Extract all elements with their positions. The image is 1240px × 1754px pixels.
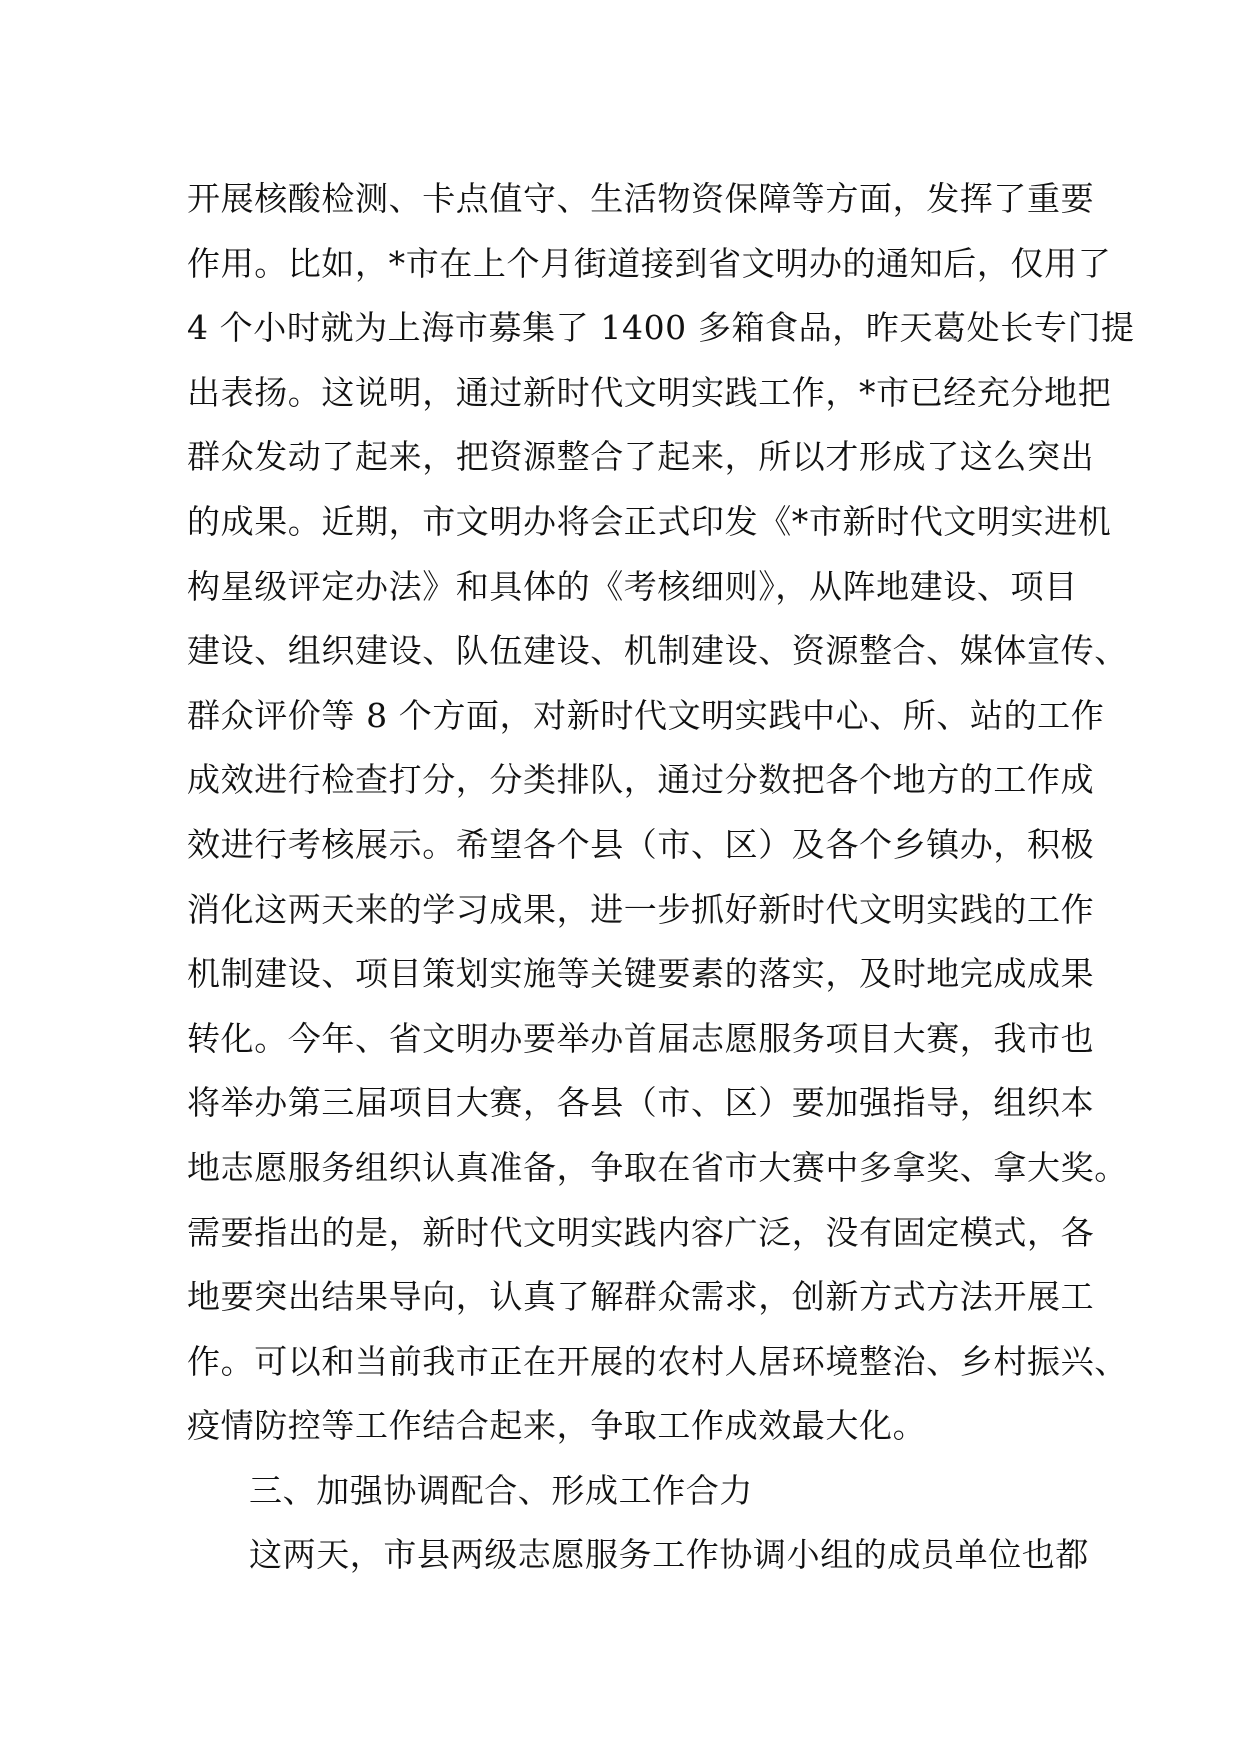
text-line: 转化。今年、省文明办要举办首届志愿服务项目大赛，我市也 [187, 1018, 1095, 1058]
text-line: 的成果。近期，市文明办将会正式印发《*市新时代文明实进机 [187, 501, 1112, 541]
text-line: 建设、组织建设、队伍建设、机制建设、资源整合、媒体宣传、 [187, 631, 1128, 671]
text-line: 成效进行检查打分，分类排队，通过分数把各个地方的工作成 [187, 760, 1095, 800]
text-line: 需要指出的是，新时代文明实践内容广泛，没有固定模式，各 [187, 1212, 1095, 1252]
text-line: 效进行考核展示。希望各个县（市、区）及各个乡镇办，积极 [187, 824, 1095, 864]
text-line: 疫情防控等工作结合起来，争取工作成效最大化。 [187, 1406, 927, 1446]
text-line: 开展核酸检测、卡点值守、生活物资保障等方面，发挥了重要 [187, 179, 1095, 218]
text-line: 地志愿服务组织认真准备，争取在省市大赛中多拿奖、拿大奖。 [187, 1147, 1128, 1187]
text-line: 作。可以和当前我市正在开展的农村人居环境整治、乡村振兴、 [187, 1341, 1128, 1381]
text-line: 作用。比如，*市在上个月街道接到省文明办的通知后，仅用了 [187, 243, 1112, 283]
text-line: 地要突出结果导向，认真了解群众需求，创新方式方法开展工 [187, 1277, 1095, 1317]
text-line: 4 个小时就为上海市募集了 1400 多箱食品，昨天葛处长专门提 [187, 308, 1135, 348]
text-line: 消化这两天来的学习成果，进一步抓好新时代文明实践的工作 [187, 889, 1095, 929]
text-line: 机制建设、项目策划实施等关键要素的落实，及时地完成成果 [187, 954, 1095, 994]
text-line: 将举办第三届项目大赛，各县（市、区）要加强指导，组织本 [187, 1083, 1095, 1123]
text-line: 群众评价等 8 个方面，对新时代文明实践中心、所、站的工作 [187, 695, 1105, 735]
section-heading: 三、加强协调配合、形成工作合力 [249, 1470, 753, 1510]
body-text [187, 167, 1135, 1588]
text-line: 出表扬。这说明，通过新时代文明实践工作，*市已经充分地把 [187, 372, 1112, 412]
paragraph-first-line: 这两天，市县两级志愿服务工作协调小组的成员单位也都 [249, 1535, 1089, 1575]
text-line: 群众发动了起来，把资源整合了起来，所以才形成了这么突出 [187, 437, 1095, 477]
text-line: 构星级评定办法》和具体的《考核细则》，从阵地建设、项目 [187, 566, 1078, 606]
